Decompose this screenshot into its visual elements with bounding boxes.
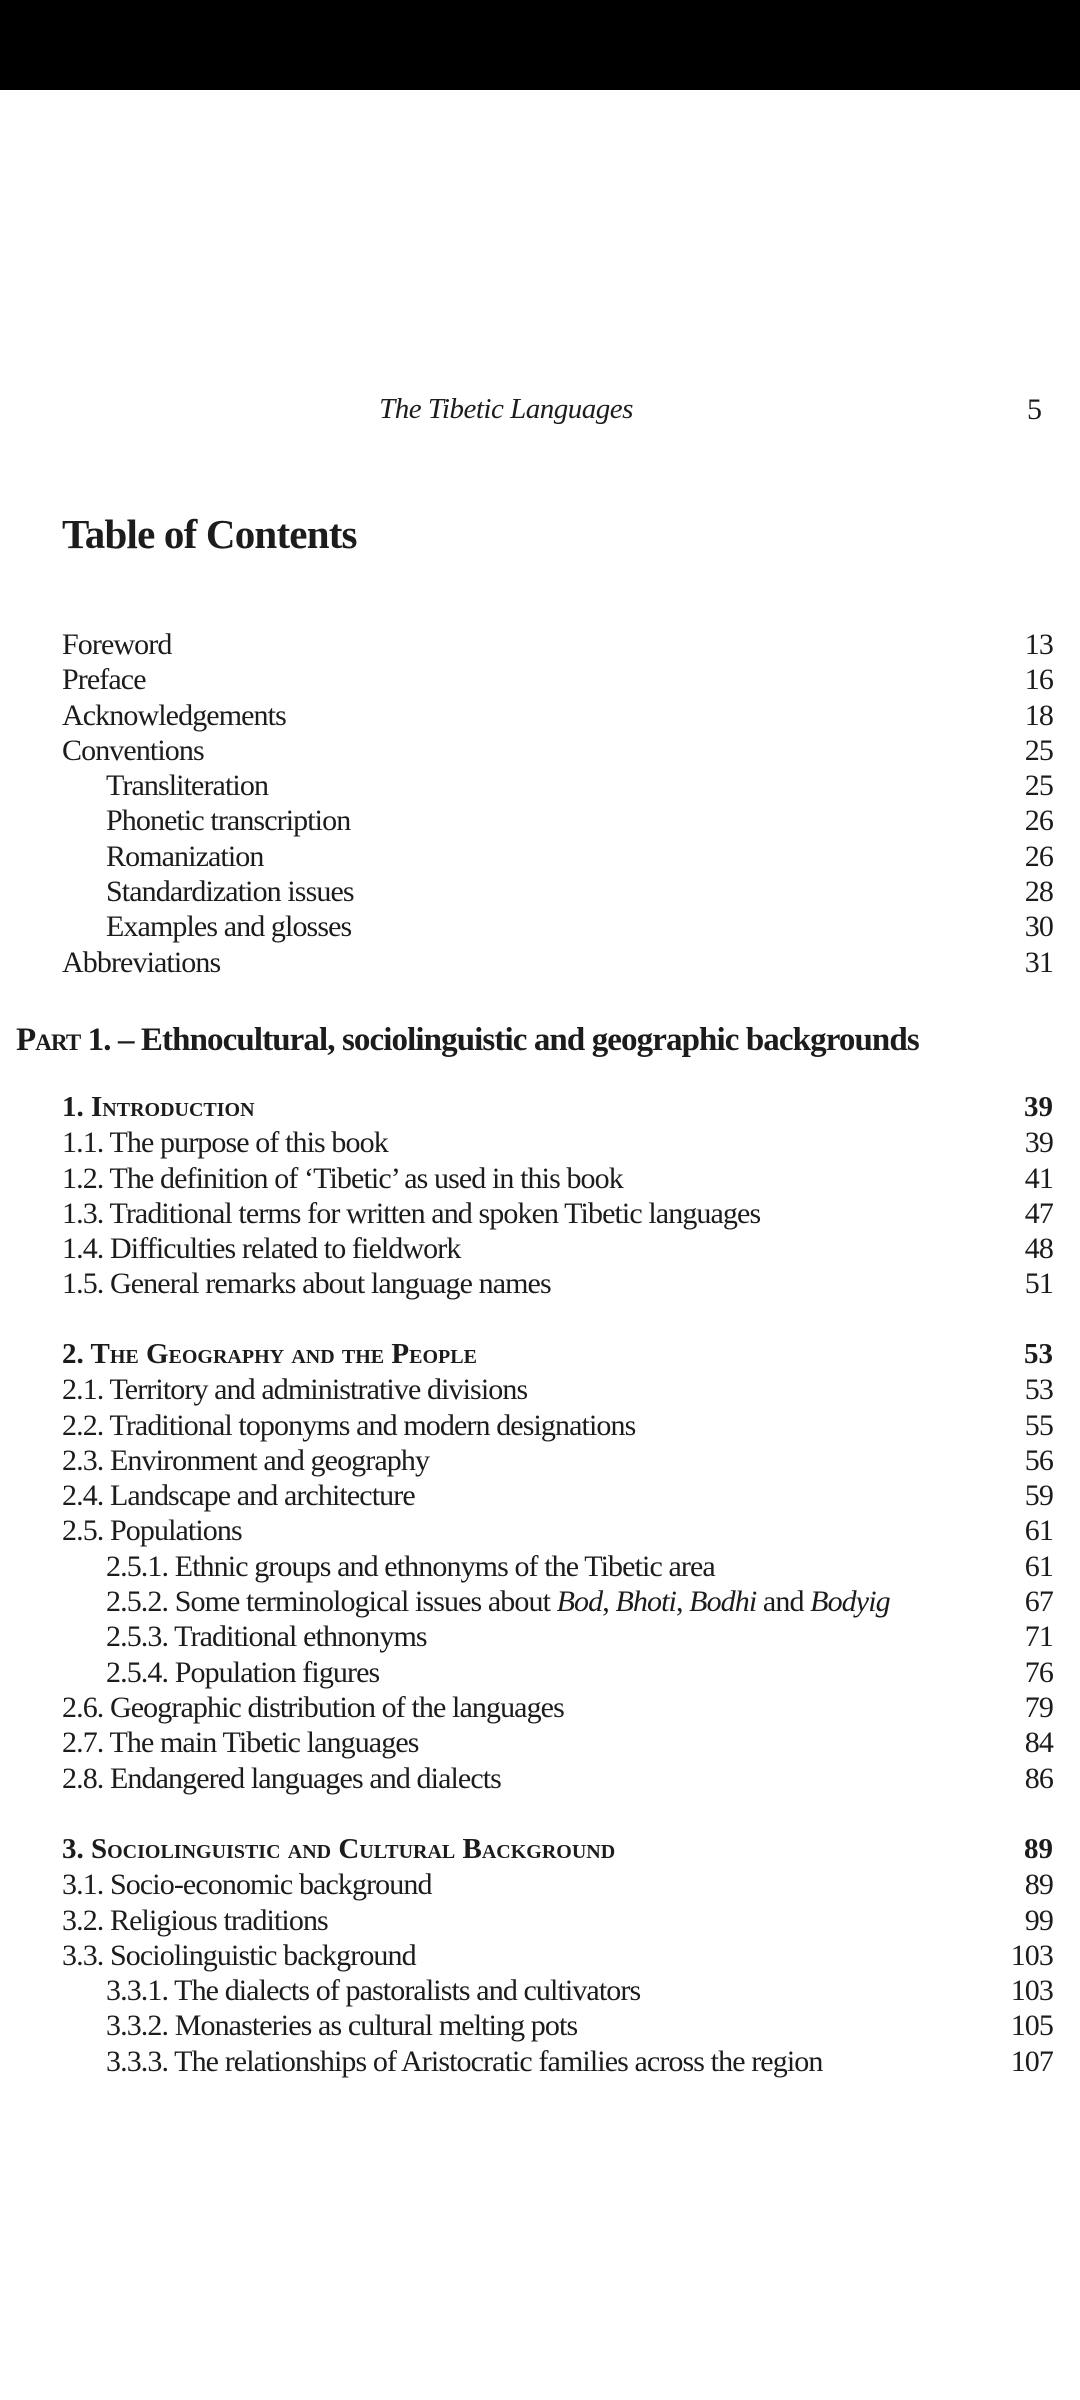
toc-entry[interactable] bbox=[0, 945, 1080, 980]
toc-entry-page: 103 bbox=[1010, 1974, 1053, 2008]
toc-entry[interactable] bbox=[0, 1443, 1080, 1478]
toc-entry[interactable] bbox=[0, 1478, 1080, 1513]
toc-entry-page: 51 bbox=[1024, 1267, 1053, 1301]
toc-entry-page: 13 bbox=[1024, 628, 1053, 661]
separator: and bbox=[756, 1585, 811, 1619]
toc-entry-label: 2.5.4. Population figures bbox=[106, 1655, 380, 1689]
toc-entry-label: 2.3. Environment and geography bbox=[62, 1443, 430, 1477]
toc-entry-label: Abbreviations bbox=[62, 945, 221, 979]
toc-entry[interactable] bbox=[0, 1372, 1080, 1407]
toc-entry-label: 3.3. Sociolinguistic background bbox=[62, 1938, 416, 1972]
toc-entry-page: 59 bbox=[1024, 1479, 1053, 1513]
toc-entry-label: 1.4. Difficulties related to fieldwork bbox=[62, 1232, 461, 1266]
chapter-title: 2. The Geography and the People bbox=[62, 1338, 477, 1370]
toc-entry-page: 67 bbox=[1024, 1585, 1053, 1619]
toc-entry-label-text: 2.5.2. Some terminological issues about bbox=[106, 1585, 557, 1619]
toc-entry-page: 41 bbox=[1024, 1161, 1053, 1195]
toc-entry-page: 105 bbox=[1010, 2009, 1053, 2043]
separator: , bbox=[675, 1585, 690, 1619]
toc-entry[interactable] bbox=[0, 1196, 1080, 1231]
toc-entry[interactable] bbox=[0, 1231, 1080, 1266]
chapter-2-block bbox=[0, 1337, 1080, 1796]
toc-entry-label: 3.3.2. Monasteries as cultural melting pots bbox=[106, 2009, 578, 2043]
page-number: 5 bbox=[1027, 393, 1042, 426]
toc-entry-page: 31 bbox=[1024, 945, 1053, 979]
toc-entry-label: Romanization bbox=[106, 839, 264, 873]
toc-entry-label: 2.4. Landscape and architecture bbox=[62, 1479, 415, 1513]
toc-entry-label: Transliteration bbox=[106, 769, 269, 803]
toc-title: Table of Contents bbox=[62, 511, 357, 557]
toc-entry-label: 3.3.3. The relationships of Aristocratic families across the region bbox=[106, 2044, 823, 2078]
term-bhoti: Bhoti bbox=[615, 1585, 676, 1619]
chapter-heading[interactable] bbox=[0, 1337, 1080, 1372]
chapter-page: 89 bbox=[1024, 1833, 1053, 1865]
toc-entry-page: 61 bbox=[1024, 1514, 1053, 1548]
toc-entry-page: 99 bbox=[1024, 1903, 1053, 1937]
toc-entry-page: 26 bbox=[1024, 804, 1053, 838]
toc-entry[interactable] bbox=[0, 1161, 1080, 1196]
toc-entry-label: 2.6. Geographic distribution of the languages bbox=[62, 1690, 564, 1724]
term-bodhi: Bodhi bbox=[689, 1585, 757, 1619]
toc-entry-page: 76 bbox=[1024, 1655, 1053, 1689]
toc-entry[interactable] bbox=[0, 1549, 1080, 1584]
toc-entry[interactable] bbox=[0, 839, 1080, 874]
toc-entry-label: 1.1. The purpose of this book bbox=[62, 1126, 388, 1160]
toc-entry[interactable] bbox=[0, 2044, 1080, 2079]
toc-entry-label: 2.7. The main Tibetic languages bbox=[62, 1726, 419, 1760]
chapter-title: 1. Introduction bbox=[62, 1091, 255, 1123]
toc-entry-page: 18 bbox=[1024, 698, 1053, 732]
toc-entry-page: 89 bbox=[1024, 1868, 1053, 1902]
toc-entry-label: Conventions bbox=[62, 733, 204, 767]
chapter-heading[interactable] bbox=[0, 1090, 1080, 1125]
toc-entry-page: 47 bbox=[1024, 1196, 1053, 1230]
toc-entry-page: 16 bbox=[1024, 663, 1053, 697]
toc-entry-label: 2.2. Traditional toponyms and modern designations bbox=[62, 1408, 636, 1442]
toc-entry-page: 26 bbox=[1024, 839, 1053, 873]
chapter-heading[interactable] bbox=[0, 1832, 1080, 1867]
toc-entry-page: 25 bbox=[1024, 733, 1053, 767]
toc-entry[interactable] bbox=[0, 768, 1080, 803]
part-title: – Ethnocultural, sociolinguistic and geographic backgrounds bbox=[117, 1022, 919, 1058]
toc-entry[interactable] bbox=[0, 1125, 1080, 1160]
top-black-bar bbox=[0, 0, 1080, 90]
toc-entry-page: 55 bbox=[1024, 1408, 1053, 1442]
toc-entry[interactable] bbox=[0, 874, 1080, 909]
toc-entry-label: Foreword bbox=[62, 628, 172, 661]
toc-entry-page: 71 bbox=[1024, 1620, 1053, 1654]
toc-entry[interactable] bbox=[0, 1690, 1080, 1725]
toc-entry-label: 3.2. Religious traditions bbox=[62, 1903, 328, 1937]
toc-entry-label: 3.3.1. The dialects of pastoralists and cultivators bbox=[106, 1974, 641, 2008]
toc-entry[interactable] bbox=[0, 1903, 1080, 1938]
toc-entry-label: 2.5. Populations bbox=[62, 1514, 242, 1548]
toc-entry[interactable] bbox=[0, 1266, 1080, 1301]
toc-entry[interactable] bbox=[0, 1725, 1080, 1760]
term-bodyig: Bodyig bbox=[810, 1585, 890, 1619]
toc-entry-page: 107 bbox=[1010, 2044, 1053, 2078]
toc-entry[interactable] bbox=[0, 1408, 1080, 1443]
toc-entry[interactable] bbox=[0, 733, 1080, 768]
term-bod: Bod bbox=[556, 1585, 603, 1619]
chapter-3-block bbox=[0, 1832, 1080, 2079]
toc-entry[interactable] bbox=[0, 627, 1080, 662]
toc-entry-page: 39 bbox=[1024, 1126, 1053, 1160]
toc-entry-label: Preface bbox=[62, 663, 146, 697]
toc-entry-label: Acknowledgements bbox=[62, 698, 286, 732]
toc-entry[interactable] bbox=[0, 1867, 1080, 1902]
toc-entry[interactable] bbox=[0, 1655, 1080, 1690]
toc-entry-label: 2.5.3. Traditional ethnonyms bbox=[106, 1620, 427, 1654]
toc-entry-page: 28 bbox=[1024, 875, 1053, 909]
toc-entry[interactable] bbox=[0, 698, 1080, 733]
chapter-1-block bbox=[0, 1090, 1080, 1302]
toc-entry-label: Phonetic transcription bbox=[106, 804, 351, 838]
toc-entry-label: Standardization issues bbox=[106, 875, 354, 909]
toc-entry-page: 103 bbox=[1010, 1938, 1053, 1972]
toc-entry[interactable] bbox=[0, 803, 1080, 838]
toc-entry-label: 3.1. Socio-economic background bbox=[62, 1868, 432, 1902]
toc-entry[interactable] bbox=[0, 1761, 1080, 1796]
toc-entry-page: 25 bbox=[1024, 769, 1053, 803]
chapter-page: 53 bbox=[1024, 1338, 1053, 1370]
toc-entry-label: 1.3. Traditional terms for written and spoken Tibetic languages bbox=[62, 1196, 761, 1230]
part-heading[interactable] bbox=[16, 1022, 1056, 1059]
toc-entry[interactable] bbox=[0, 1619, 1080, 1654]
chapter-page: 39 bbox=[1024, 1091, 1053, 1123]
toc-entry-page: 53 bbox=[1024, 1373, 1053, 1407]
running-title: The Tibetic Languages bbox=[379, 393, 633, 425]
toc-entry-page: 56 bbox=[1024, 1443, 1053, 1477]
toc-entry-page: 30 bbox=[1024, 910, 1053, 944]
toc-entry-label bbox=[106, 1584, 890, 1619]
toc-entry[interactable] bbox=[0, 1513, 1080, 1548]
toc-entry-page: 48 bbox=[1024, 1232, 1053, 1266]
toc-entry-page: 79 bbox=[1024, 1690, 1053, 1724]
separator: , bbox=[602, 1585, 616, 1619]
toc-entry[interactable] bbox=[0, 2008, 1080, 2043]
toc-entry[interactable] bbox=[0, 909, 1080, 944]
toc-entry-page: 84 bbox=[1024, 1726, 1053, 1760]
running-header bbox=[0, 393, 1080, 433]
front-matter-list bbox=[0, 627, 1080, 980]
toc-entry-label: 1.2. The definition of ‘Tibetic’ as used in this book bbox=[62, 1161, 623, 1195]
toc-entry-page: 86 bbox=[1024, 1761, 1053, 1795]
toc-entry-page: 61 bbox=[1024, 1549, 1053, 1583]
toc-entry-label: 2.5.1. Ethnic groups and ethnonyms of the Tibetic area bbox=[106, 1549, 715, 1583]
toc-entry[interactable] bbox=[0, 1938, 1080, 1973]
toc-entry[interactable] bbox=[0, 662, 1080, 697]
toc-entry-label: 2.1. Territory and administrative divisions bbox=[62, 1373, 528, 1407]
toc-entry-label: 2.8. Endangered languages and dialects bbox=[62, 1761, 501, 1795]
toc-entry-label: Examples and glosses bbox=[106, 910, 352, 944]
toc-entry[interactable] bbox=[0, 1584, 1080, 1619]
part-prefix: Part 1. bbox=[16, 1022, 111, 1058]
toc-entry[interactable] bbox=[0, 1973, 1080, 2008]
chapter-title: 3. Sociolinguistic and Cultural Background bbox=[62, 1833, 616, 1865]
toc-entry-label: 1.5. General remarks about language names bbox=[62, 1267, 551, 1301]
